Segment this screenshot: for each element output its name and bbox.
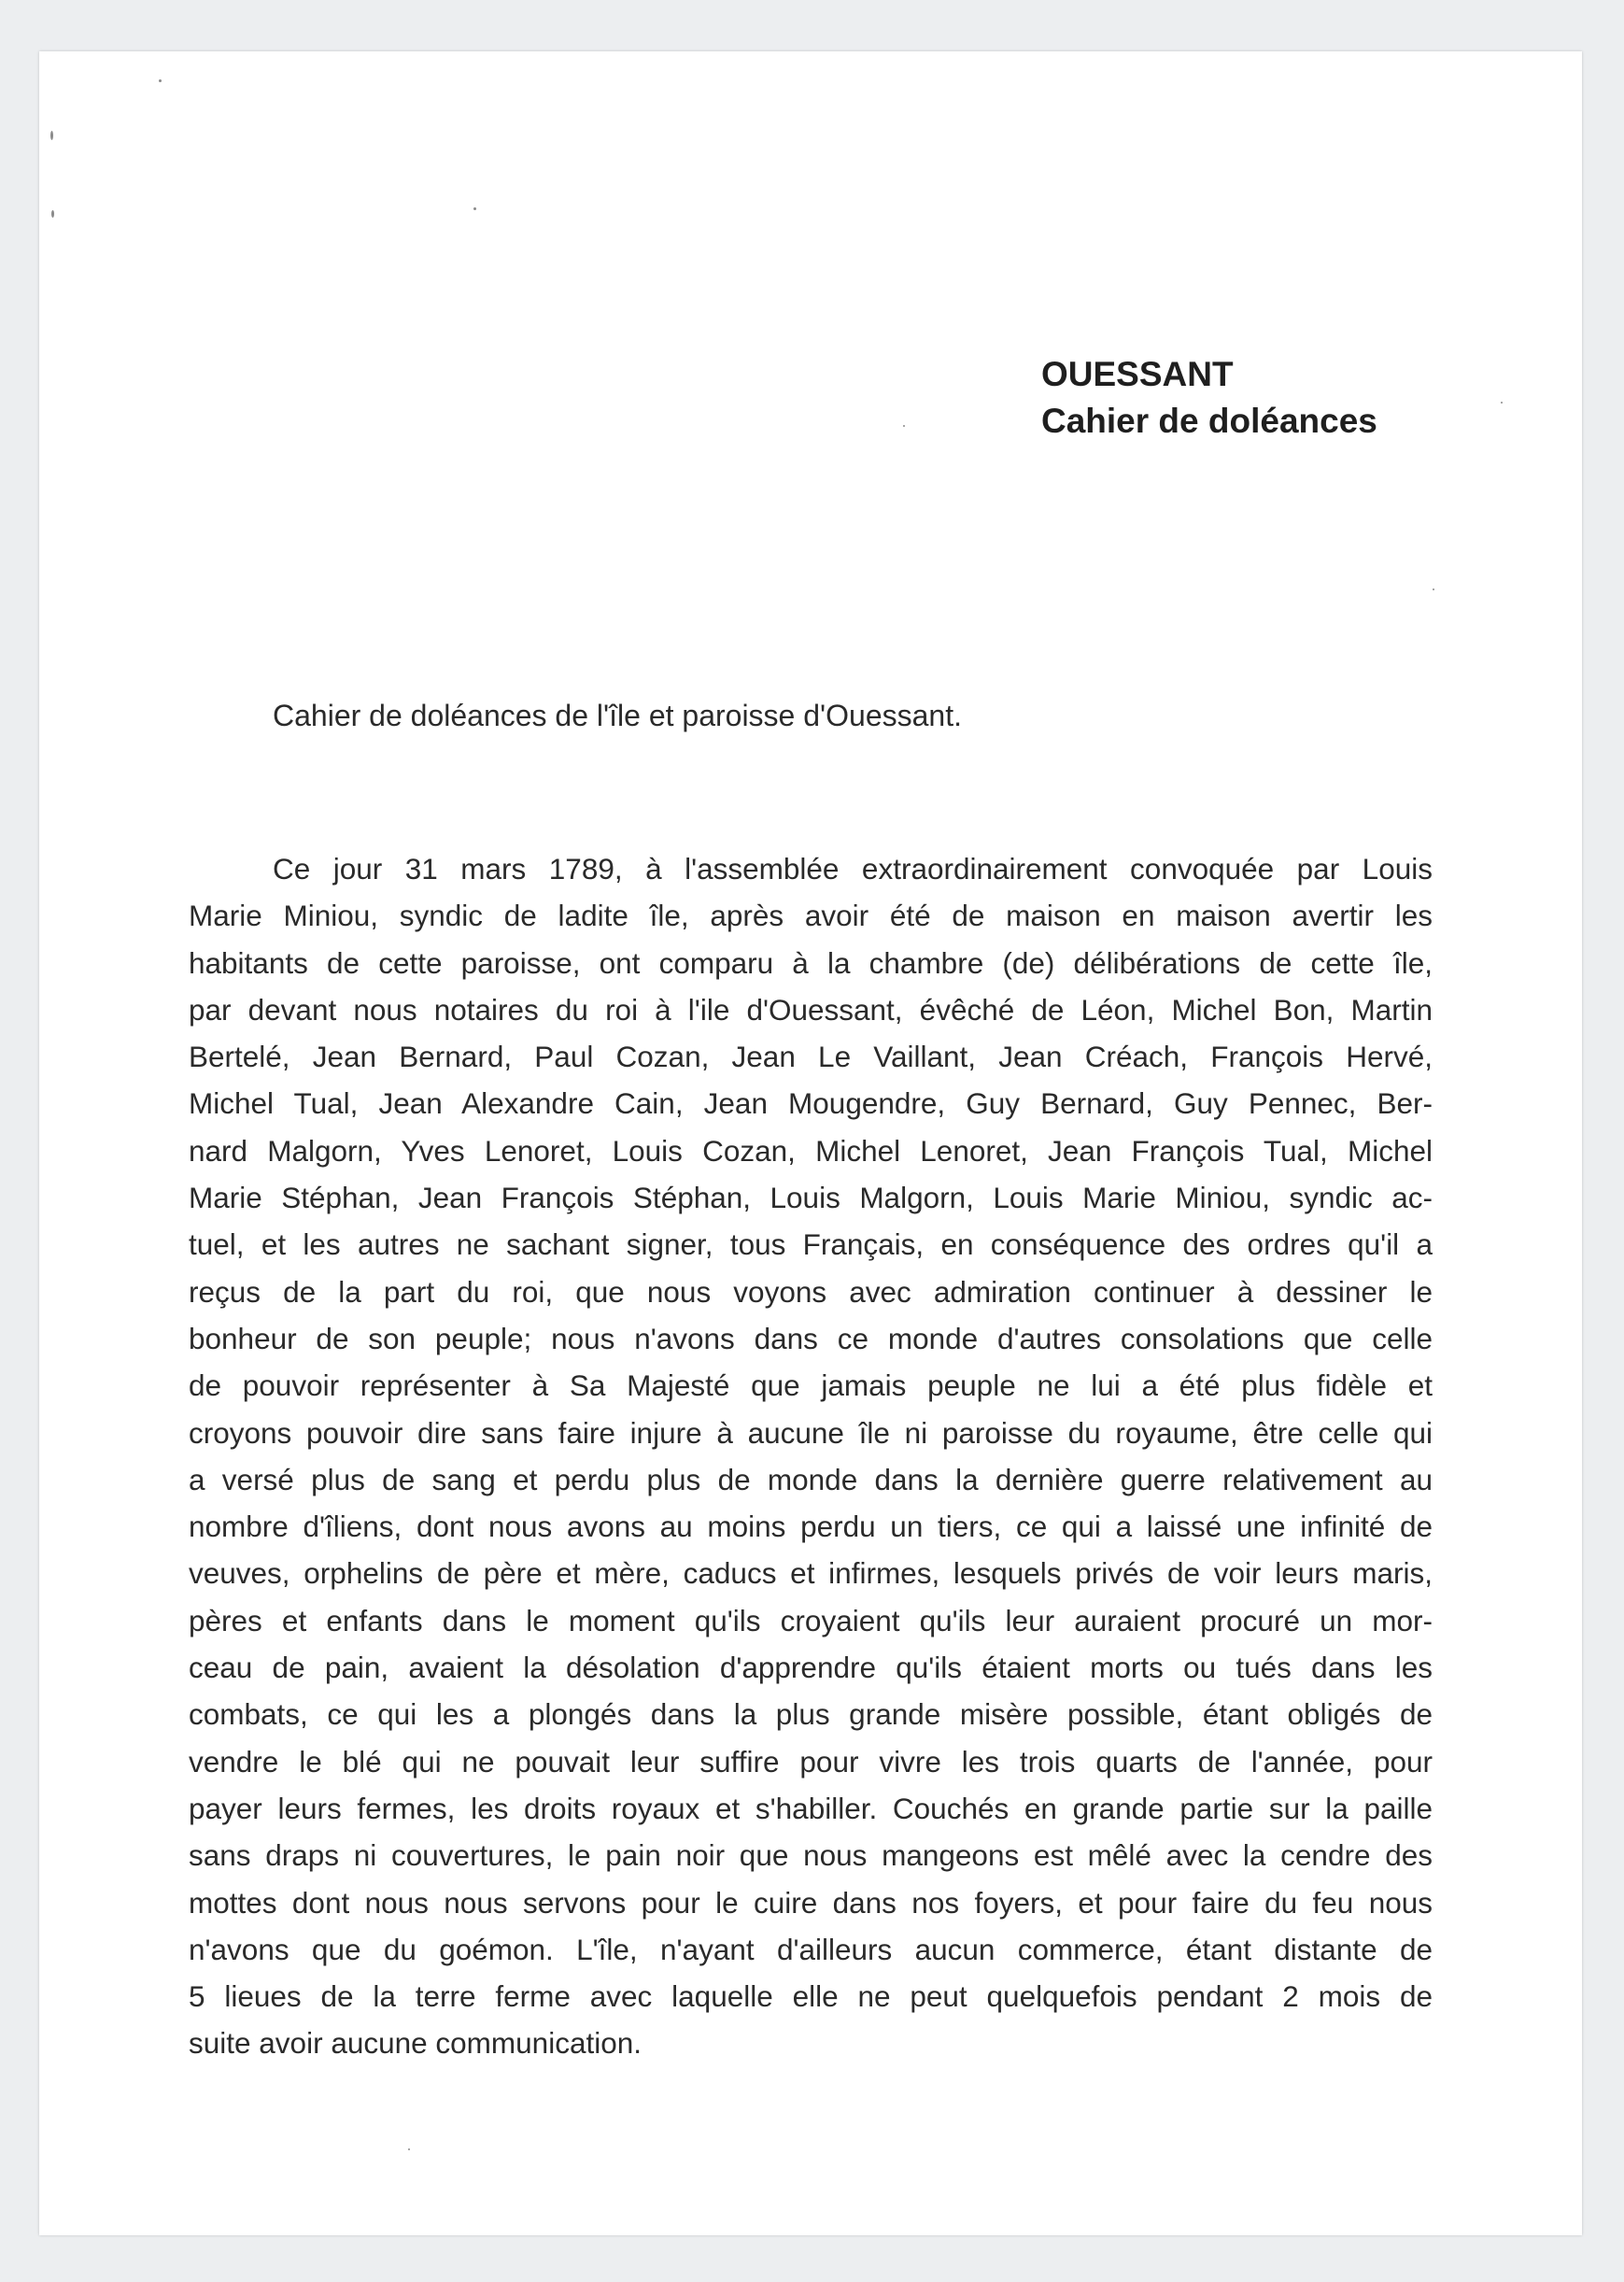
scan-speck [408,2148,410,2150]
paragraph-line: ceau de pain, avaient la désolation d'apprendre qu'ils étaient morts ou tués dans les [189,1651,1433,1685]
paragraph-line: nard Malgorn, Yves Lenoret, Louis Cozan, Michel Lenoret, Jean François Tual, Michel [189,1133,1433,1168]
paragraph-line: Bertelé, Jean Bernard, Paul Cozan, Jean Le Vaillant, Jean Créach, François Hervé, [189,1040,1433,1074]
paragraph-line: habitants de cette paroisse, ont comparu à la chambre (de) délibérations de cette île, [189,945,1433,980]
paragraph-line: pères et enfants dans le moment qu'ils croyaient qu'ils leur auraient procuré un mor- [189,1603,1433,1637]
scan-speck [159,79,162,82]
paragraph-line: veuves, orphelins de père et mère, caducs et infirmes, lesquels privés de voir leurs maris, [189,1556,1433,1591]
paragraph-line: sans draps ni couvertures, le pain noir que nous mangeons est mêlé avec la cendre des [189,1838,1433,1873]
paragraph-line: reçus de la part du roi, que nous voyons avec admiration continuer à dessiner le [189,1274,1433,1309]
paragraph-line: 5 lieues de la terre ferme avec laquelle elle ne peut quelquefois pendant 2 mois de [189,1979,1433,2014]
paragraph-line: vendre le blé qui ne pouvait leur suffire pour vivre les trois quarts de l'année, pour [189,1744,1433,1779]
paragraph-line: a versé plus de sang et perdu plus de monde dans la dernière guerre relativement au [189,1462,1433,1496]
scan-speck [1501,402,1503,404]
paragraph-line: Marie Miniou, syndic de ladite île, après avoir été de maison en maison avertir les [189,899,1433,933]
paragraph-line: combats, ce qui les a plongés dans la plus grande misère possible, étant obligés de [189,1697,1433,1732]
scan-speck [51,210,54,218]
heading-title: Cahier de doléances [1041,402,1377,440]
paragraph-line: de pouvoir représenter à Sa Majesté que jamais peuple ne lui a été plus fidèle et [189,1368,1433,1403]
paragraph-line: Ce jour 31 mars 1789, à l'assemblée extraordinairement convoquée par Louis [273,852,1433,886]
scan-speck [903,425,905,427]
paragraph-line: Michel Tual, Jean Alexandre Cain, Jean Mougendre, Guy Bernard, Guy Pennec, Ber- [189,1086,1433,1121]
document-subtitle: Cahier de doléances de l'île et paroisse d'Ouessant. [273,699,962,732]
document-page [39,51,1582,2235]
paragraph-line: n'avons que du goémon. L'île, n'ayant d'ailleurs aucun commerce, étant distante de [189,1932,1433,1966]
document-heading [1041,351,1377,445]
paragraph-line: par devant nous notaires du roi à l'ile d'Ouessant, évêché de Léon, Michel Bon, Martin [189,992,1433,1027]
paragraph-line: Marie Stéphan, Jean François Stéphan, Louis Malgorn, Louis Marie Miniou, syndic ac- [189,1181,1433,1215]
paragraph-line: tuel, et les autres ne sachant signer, tous Français, en conséquence des ordres qu'il a [189,1227,1433,1262]
paragraph-line: croyons pouvoir dire sans faire injure à aucune île ni paroisse du royaume, être celle qui [189,1415,1433,1450]
paragraph-line: suite avoir aucune communication. [189,2026,643,2061]
scan-speck [50,131,53,140]
paragraph-line: payer leurs fermes, les droits royaux et s'habiller. Couchés en grande partie sur la paille [189,1791,1433,1825]
scan-speck [473,207,476,210]
heading-location: OUESSANT [1041,355,1234,393]
scan-speck [1433,588,1434,590]
paragraph-line: bonheur de son peuple; nous n'avons dans ce monde d'autres consolations que celle [189,1321,1433,1355]
paragraph-line: mottes dont nous nous servons pour le cuire dans nos foyers, et pour faire du feu nous [189,1885,1433,1920]
paragraph-line: nombre d'îliens, dont nous avons au moins perdu un tiers, ce qui a laissé une infinité de [189,1510,1433,1544]
document-paragraph [189,845,1433,2067]
